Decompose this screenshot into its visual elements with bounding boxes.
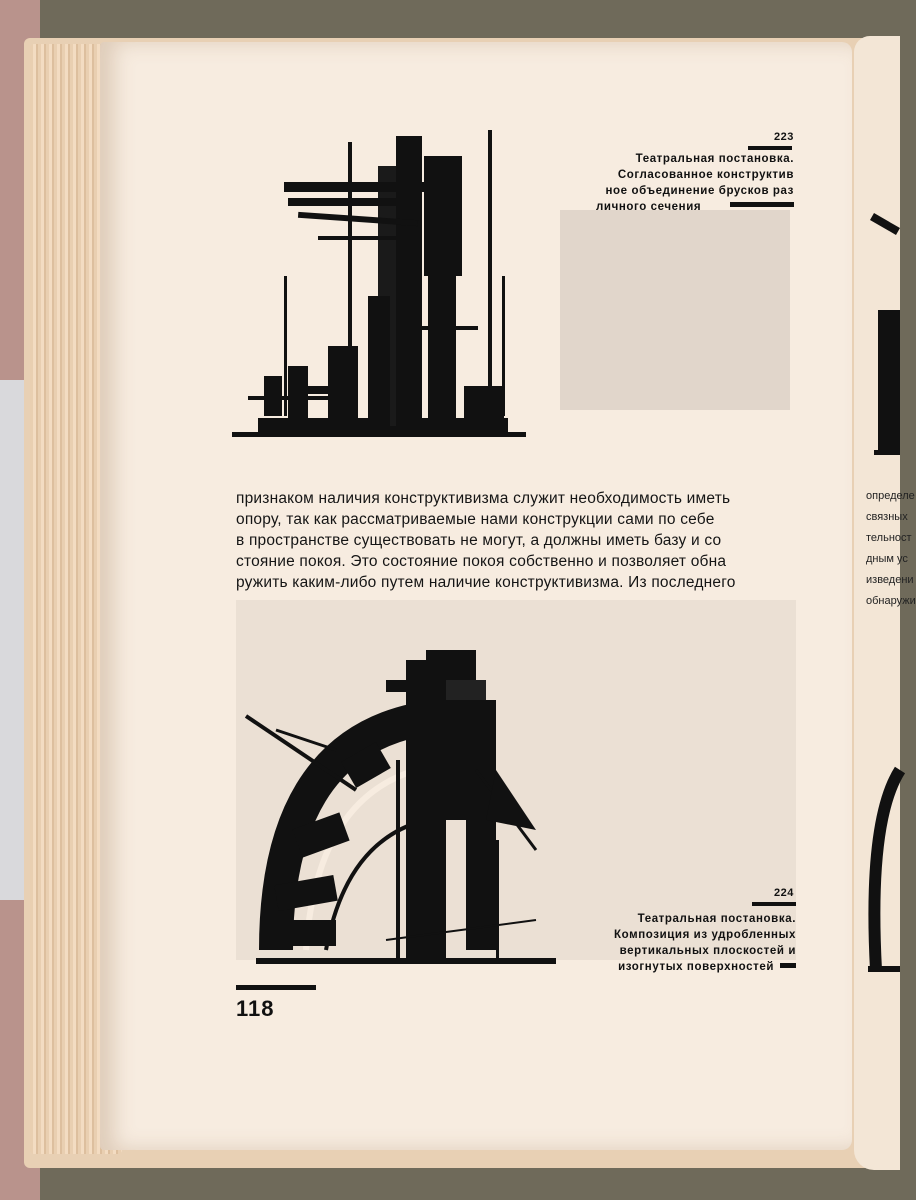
facing-illustration-bottom [868,760,900,980]
caption-line: Согласованное конструктив [617,169,794,181]
illustration-column [396,760,400,960]
illustration-tower [424,156,462,276]
facing-page-text [866,486,916,612]
text-line: стояние покоя. Это состояние покоя собственно и позволяет обна [236,553,727,570]
illustration-block [308,386,338,394]
body-text [236,488,796,593]
text-line: в пространстве существовать не могут, а должны иметь базу и со [236,532,722,549]
show-through [560,210,790,410]
text-line: ружить каким-либо путем наличие конструктивизма. Из последнего [236,574,736,591]
illustration-beam [418,326,478,330]
illustration-tower [396,136,422,426]
plate-number-224: 224 [774,887,794,899]
caption-line: Театральная постановка. [637,913,796,925]
caption-line: изогнутых поверхностей [618,961,774,973]
caption-end-bar [730,202,794,207]
illustration-beam [248,396,328,400]
text-fragment: дным ус [866,553,908,565]
page-number-bar [236,985,316,990]
illustration-beam [284,182,424,192]
illustration-ground [868,966,900,972]
plate-number-bar [752,902,796,906]
illustration-tower [436,700,496,820]
illustration-column [496,840,499,960]
illustration-column [348,142,352,412]
text-fragment: тельност [866,532,912,544]
illustration-ground [232,432,526,437]
illustration-block [266,920,336,946]
illustration-block [878,310,900,450]
text-line: опору, так как рассматриваемые нами конструкции сами по себе [236,511,715,528]
text-fragment: обнаружи [866,595,916,607]
illustration-block [466,820,496,950]
caption-line: Театральная постановка. [635,153,794,165]
text-fragment: определе [866,490,915,502]
caption-line: вертикальных плоскостей и [619,945,796,957]
illustration-arc [874,770,900,970]
caption-line: личного сечения [596,201,702,213]
illustration-beam [874,450,900,455]
caption-end-bar [780,963,796,968]
plate-number-bar [748,146,792,150]
illustration-beam [870,213,900,235]
text-line: признаком наличия конструктивизма служит необходимость иметь [236,490,731,507]
plate-number-223: 223 [774,131,794,143]
constructivist-illustration-1 [228,126,528,446]
illustration-beam [318,236,408,240]
text-fragment: связных [866,511,908,523]
illustration-block [446,680,486,700]
illustration-column [488,130,492,410]
illustration-beam [288,198,418,206]
illustration-tower [428,276,456,426]
illustration-block [464,386,504,418]
constructivist-illustration-2 [236,620,556,972]
facing-illustration-top [870,180,900,460]
page-number: 118 [236,996,275,1021]
caption-line: ное объединение брусков раз [605,185,794,197]
illustration-block [288,366,308,418]
text-fragment: изведени [866,574,914,586]
plate-224-caption [560,911,796,975]
background-light-patch [0,380,24,900]
illustration-block [386,680,416,692]
illustration-block [368,296,390,426]
caption-line: Композиция из удробленных [614,929,796,941]
illustration-column [284,276,287,416]
